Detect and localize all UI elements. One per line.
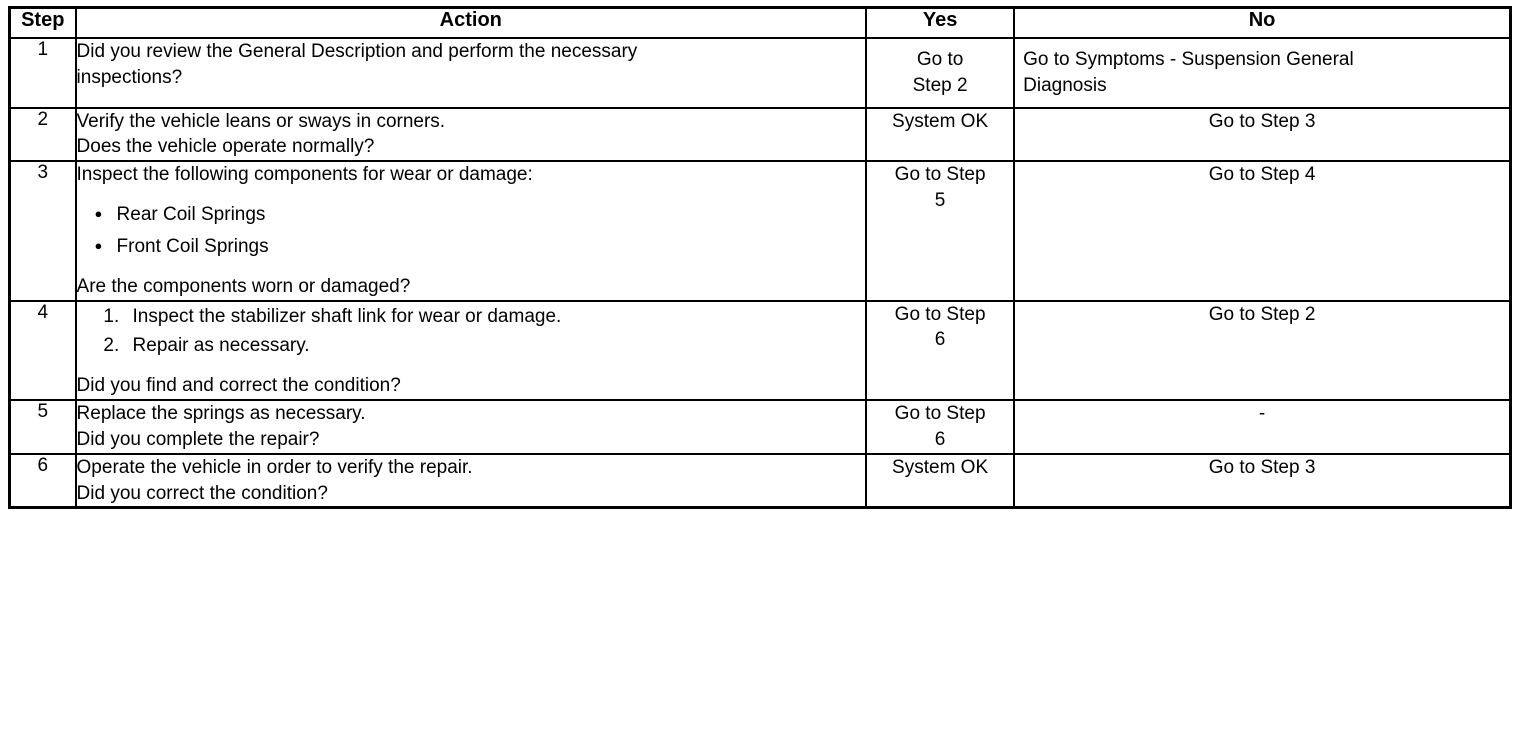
yes-text-line: Go to Step bbox=[894, 303, 986, 325]
table-header-row bbox=[10, 8, 1511, 39]
list-item: 1. Inspect the stabilizer shaft link for wear or damage. bbox=[125, 304, 866, 330]
yes-text-line: 5 bbox=[934, 190, 946, 212]
no-cell bbox=[1014, 38, 1510, 108]
yes-cell: System OK bbox=[866, 108, 1014, 162]
numbered-instruction-list bbox=[77, 304, 866, 360]
yes-text-line: 6 bbox=[934, 329, 946, 351]
no-cell: Go to Step 4 bbox=[1014, 161, 1510, 300]
action-cell bbox=[76, 161, 867, 300]
yes-cell: System OK bbox=[866, 454, 1014, 508]
list-item: 2. Repair as necessary. bbox=[125, 333, 866, 359]
action-text-line: inspections? bbox=[76, 66, 183, 88]
column-header-no: No bbox=[1014, 8, 1510, 39]
step-number: 6 bbox=[10, 454, 76, 508]
column-header-step: Step bbox=[10, 8, 76, 39]
table-row bbox=[10, 400, 1511, 454]
yes-cell bbox=[866, 38, 1014, 108]
table-row bbox=[10, 454, 1511, 508]
action-cell bbox=[76, 38, 867, 108]
no-cell: Go to Step 2 bbox=[1014, 301, 1510, 400]
action-intro: Inspect the following components for wear or damage: bbox=[76, 164, 533, 186]
no-text-line: Go to Symptoms - Suspension General bbox=[1023, 49, 1354, 70]
action-question: Are the components worn or damaged? bbox=[76, 275, 411, 297]
yes-text-line: Go to bbox=[916, 49, 964, 70]
yes-cell bbox=[866, 161, 1014, 300]
yes-text-line: Step 2 bbox=[912, 74, 968, 96]
yes-text-line: Go to Step bbox=[894, 164, 986, 186]
action-cell bbox=[76, 301, 867, 400]
action-text-line: Operate the vehicle in order to verify the repair. bbox=[76, 456, 473, 478]
action-question: Did you correct the condition? bbox=[76, 482, 328, 504]
step-number: 1 bbox=[10, 38, 76, 108]
yes-text-line: Go to Step bbox=[894, 403, 986, 425]
table-row bbox=[10, 38, 1511, 108]
action-cell bbox=[76, 108, 867, 162]
list-item: ● Rear Coil Springs bbox=[117, 202, 866, 228]
yes-text-line: 6 bbox=[934, 428, 946, 450]
action-text-line: Did you review the General Description and perform the necessary bbox=[76, 41, 638, 62]
step-number: 5 bbox=[10, 400, 76, 454]
action-question: Does the vehicle operate normally? bbox=[76, 136, 375, 158]
action-cell bbox=[76, 454, 867, 508]
component-list bbox=[77, 202, 866, 260]
step-number: 2 bbox=[10, 108, 76, 162]
action-text-line: Verify the vehicle leans or sways in corners. bbox=[76, 110, 446, 132]
table-row bbox=[10, 161, 1511, 300]
step-number: 4 bbox=[10, 301, 76, 400]
action-question: Did you complete the repair? bbox=[76, 428, 320, 450]
yes-cell bbox=[866, 301, 1014, 400]
column-header-action: Action bbox=[76, 8, 867, 39]
no-cell: Go to Step 3 bbox=[1014, 454, 1510, 508]
action-cell bbox=[76, 400, 867, 454]
step-number: 3 bbox=[10, 161, 76, 300]
list-item: ● Front Coil Springs bbox=[117, 234, 866, 260]
action-question: Did you find and correct the condition? bbox=[76, 375, 401, 397]
column-header-yes: Yes bbox=[866, 8, 1014, 39]
no-text-line: Diagnosis bbox=[1023, 74, 1107, 96]
table-row bbox=[10, 301, 1511, 400]
diagnostic-steps-table bbox=[8, 6, 1512, 509]
no-cell: Go to Step 3 bbox=[1014, 108, 1510, 162]
table-row bbox=[10, 108, 1511, 162]
action-text-line: Replace the springs as necessary. bbox=[76, 403, 366, 425]
no-cell: - bbox=[1014, 400, 1510, 454]
yes-cell bbox=[866, 400, 1014, 454]
